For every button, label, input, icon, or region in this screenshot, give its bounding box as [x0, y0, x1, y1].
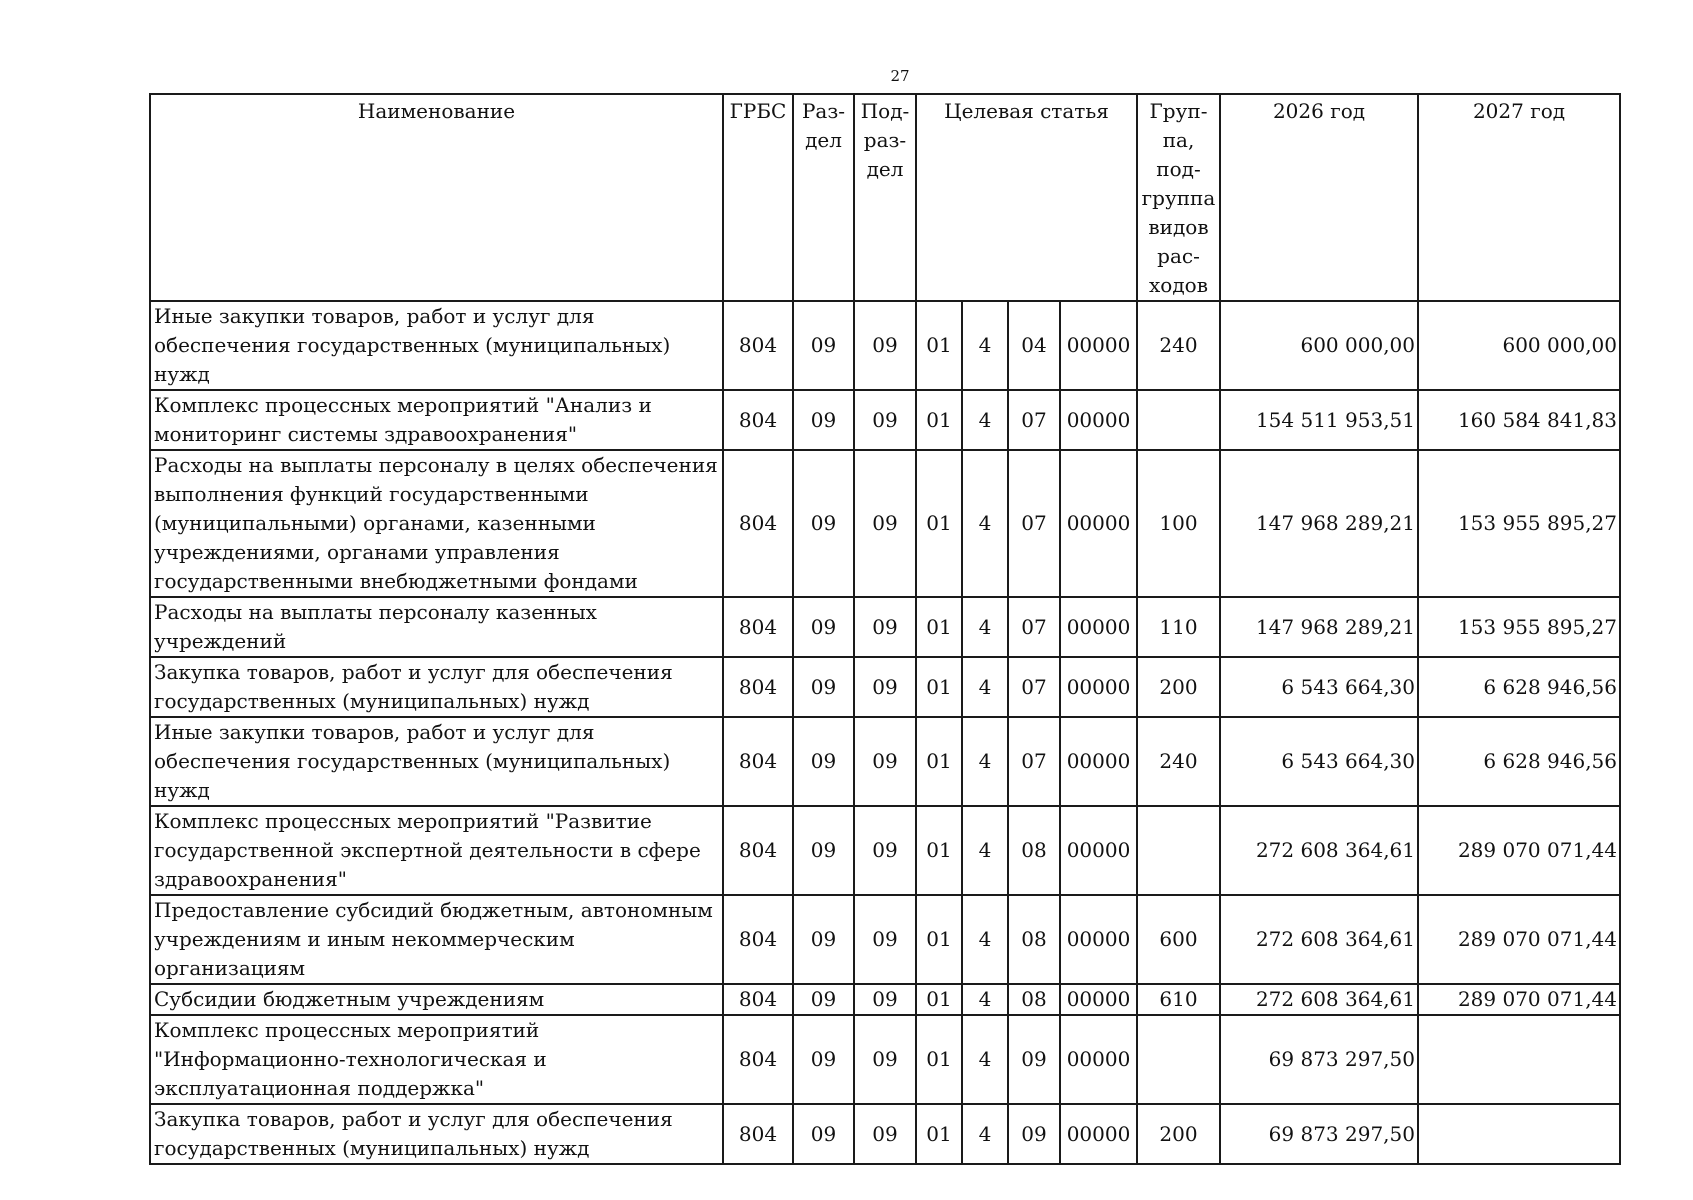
cell-name: Закупка товаров, работ и услуг для обеспечения государственных (муниципальных) нужд [150, 657, 723, 717]
cell-2027: 6 628 946,56 [1418, 657, 1620, 717]
cell-2026: 154 511 953,51 [1220, 390, 1418, 450]
cell-name: Комплекс процессных мероприятий "Информационно-технологическая и эксплуатационная поддержка" [150, 1015, 723, 1104]
cell-2026: 272 608 364,61 [1220, 806, 1418, 895]
cell-grbs: 804 [723, 1015, 793, 1104]
cell-grbs: 804 [723, 1104, 793, 1164]
cell-target-2: 4 [962, 895, 1008, 984]
cell-target-2: 4 [962, 806, 1008, 895]
cell-group [1137, 390, 1220, 450]
cell-target-1: 01 [916, 301, 962, 390]
cell-group: 240 [1137, 717, 1220, 806]
table-row [150, 1104, 1620, 1164]
cell-target-4: 00000 [1060, 390, 1137, 450]
cell-target-3: 09 [1008, 1015, 1060, 1104]
cell-razdel: 09 [793, 984, 854, 1015]
cell-2027: 6 628 946,56 [1418, 717, 1620, 806]
cell-grbs: 804 [723, 301, 793, 390]
cell-razdel: 09 [793, 806, 854, 895]
header-row [150, 94, 1620, 301]
cell-2027: 153 955 895,27 [1418, 597, 1620, 657]
cell-2026: 272 608 364,61 [1220, 984, 1418, 1015]
cell-podrazdel: 09 [854, 597, 916, 657]
cell-name: Комплекс процессных мероприятий "Анализ и мониторинг системы здравоохранения" [150, 390, 723, 450]
cell-2026: 272 608 364,61 [1220, 895, 1418, 984]
table-row [150, 806, 1620, 895]
cell-podrazdel: 09 [854, 984, 916, 1015]
cell-group [1137, 806, 1220, 895]
cell-podrazdel: 09 [854, 450, 916, 597]
cell-grbs: 804 [723, 806, 793, 895]
cell-target-3: 08 [1008, 895, 1060, 984]
budget-table [149, 93, 1621, 1165]
cell-2027: 153 955 895,27 [1418, 450, 1620, 597]
cell-target-4: 00000 [1060, 1104, 1137, 1164]
cell-razdel: 09 [793, 597, 854, 657]
cell-target-4: 00000 [1060, 717, 1137, 806]
cell-target-3: 07 [1008, 390, 1060, 450]
cell-group: 240 [1137, 301, 1220, 390]
cell-podrazdel: 09 [854, 1104, 916, 1164]
cell-podrazdel: 09 [854, 806, 916, 895]
cell-group [1137, 1015, 1220, 1104]
table-row [150, 1015, 1620, 1104]
cell-target-2: 4 [962, 450, 1008, 597]
cell-group: 110 [1137, 597, 1220, 657]
cell-target-3: 07 [1008, 657, 1060, 717]
cell-target-4: 00000 [1060, 450, 1137, 597]
header-podrazdel: Под- раз- дел [854, 94, 916, 301]
cell-target-2: 4 [962, 1015, 1008, 1104]
cell-podrazdel: 09 [854, 895, 916, 984]
page-number: 27 [890, 67, 910, 85]
cell-grbs: 804 [723, 597, 793, 657]
cell-2027: 289 070 071,44 [1418, 895, 1620, 984]
cell-grbs: 804 [723, 984, 793, 1015]
cell-name: Иные закупки товаров, работ и услуг для обеспечения государственных (муниципальных) нужд [150, 301, 723, 390]
cell-2027 [1418, 1104, 1620, 1164]
cell-group: 600 [1137, 895, 1220, 984]
cell-2026: 147 968 289,21 [1220, 450, 1418, 597]
cell-target-2: 4 [962, 597, 1008, 657]
cell-target-4: 00000 [1060, 1015, 1137, 1104]
cell-target-3: 04 [1008, 301, 1060, 390]
cell-grbs: 804 [723, 895, 793, 984]
cell-target-3: 07 [1008, 450, 1060, 597]
cell-2027 [1418, 1015, 1620, 1104]
cell-podrazdel: 09 [854, 1015, 916, 1104]
table-row [150, 984, 1620, 1015]
cell-target-1: 01 [916, 895, 962, 984]
cell-razdel: 09 [793, 717, 854, 806]
cell-group: 200 [1137, 657, 1220, 717]
cell-podrazdel: 09 [854, 717, 916, 806]
cell-name: Расходы на выплаты персоналу в целях обеспечения выполнения функций государственными (муниципальными) органами, казенными учреждениями, органами управления государственными внебюджетными фондами [150, 450, 723, 597]
cell-razdel: 09 [793, 657, 854, 717]
cell-2026: 6 543 664,30 [1220, 717, 1418, 806]
cell-target-1: 01 [916, 1104, 962, 1164]
cell-group: 100 [1137, 450, 1220, 597]
table-row [150, 895, 1620, 984]
cell-target-1: 01 [916, 597, 962, 657]
cell-razdel: 09 [793, 1104, 854, 1164]
cell-grbs: 804 [723, 450, 793, 597]
cell-target-2: 4 [962, 984, 1008, 1015]
header-razdel: Раз- дел [793, 94, 854, 301]
cell-name: Иные закупки товаров, работ и услуг для обеспечения государственных (муниципальных) нужд [150, 717, 723, 806]
cell-target-4: 00000 [1060, 657, 1137, 717]
cell-grbs: 804 [723, 657, 793, 717]
cell-target-3: 08 [1008, 806, 1060, 895]
cell-target-1: 01 [916, 390, 962, 450]
cell-target-1: 01 [916, 450, 962, 597]
header-name: Наименование [150, 94, 723, 301]
cell-name: Расходы на выплаты персоналу казенных учреждений [150, 597, 723, 657]
cell-podrazdel: 09 [854, 301, 916, 390]
cell-2026: 6 543 664,30 [1220, 657, 1418, 717]
cell-podrazdel: 09 [854, 390, 916, 450]
cell-target-3: 07 [1008, 597, 1060, 657]
cell-target-4: 00000 [1060, 597, 1137, 657]
cell-name: Комплекс процессных мероприятий "Развитие государственной экспертной деятельности в сфере здравоохранения" [150, 806, 723, 895]
table-row [150, 301, 1620, 390]
table-row [150, 450, 1620, 597]
cell-name: Предоставление субсидий бюджетным, автономным учреждениям и иным некоммерческим организациям [150, 895, 723, 984]
cell-2026: 600 000,00 [1220, 301, 1418, 390]
header-2026: 2026 год [1220, 94, 1418, 301]
cell-target-4: 00000 [1060, 301, 1137, 390]
cell-razdel: 09 [793, 1015, 854, 1104]
cell-target-2: 4 [962, 657, 1008, 717]
cell-name: Субсидии бюджетным учреждениям [150, 984, 723, 1015]
header-group: Груп- па, под- группа видов рас- ходов [1137, 94, 1220, 301]
cell-target-2: 4 [962, 717, 1008, 806]
cell-2027: 160 584 841,83 [1418, 390, 1620, 450]
cell-razdel: 09 [793, 450, 854, 597]
header-grbs: ГРБС [723, 94, 793, 301]
cell-target-2: 4 [962, 390, 1008, 450]
cell-podrazdel: 09 [854, 657, 916, 717]
cell-target-1: 01 [916, 657, 962, 717]
table-row [150, 717, 1620, 806]
table-row [150, 390, 1620, 450]
header-2027: 2027 год [1418, 94, 1620, 301]
cell-target-1: 01 [916, 717, 962, 806]
cell-2026: 69 873 297,50 [1220, 1015, 1418, 1104]
cell-target-4: 00000 [1060, 984, 1137, 1015]
cell-target-3: 09 [1008, 1104, 1060, 1164]
cell-target-3: 08 [1008, 984, 1060, 1015]
cell-razdel: 09 [793, 390, 854, 450]
cell-target-4: 00000 [1060, 806, 1137, 895]
header-target: Целевая статья [916, 94, 1137, 301]
cell-target-1: 01 [916, 1015, 962, 1104]
cell-target-3: 07 [1008, 717, 1060, 806]
cell-razdel: 09 [793, 301, 854, 390]
cell-grbs: 804 [723, 390, 793, 450]
cell-target-2: 4 [962, 1104, 1008, 1164]
cell-2027: 289 070 071,44 [1418, 806, 1620, 895]
cell-2027: 289 070 071,44 [1418, 984, 1620, 1015]
cell-2026: 147 968 289,21 [1220, 597, 1418, 657]
cell-target-1: 01 [916, 984, 962, 1015]
cell-target-2: 4 [962, 301, 1008, 390]
table-row [150, 657, 1620, 717]
cell-name: Закупка товаров, работ и услуг для обеспечения государственных (муниципальных) нужд [150, 1104, 723, 1164]
cell-2026: 69 873 297,50 [1220, 1104, 1418, 1164]
cell-target-1: 01 [916, 806, 962, 895]
cell-razdel: 09 [793, 895, 854, 984]
cell-grbs: 804 [723, 717, 793, 806]
cell-group: 200 [1137, 1104, 1220, 1164]
cell-target-4: 00000 [1060, 895, 1137, 984]
table-row [150, 597, 1620, 657]
cell-2027: 600 000,00 [1418, 301, 1620, 390]
cell-group: 610 [1137, 984, 1220, 1015]
